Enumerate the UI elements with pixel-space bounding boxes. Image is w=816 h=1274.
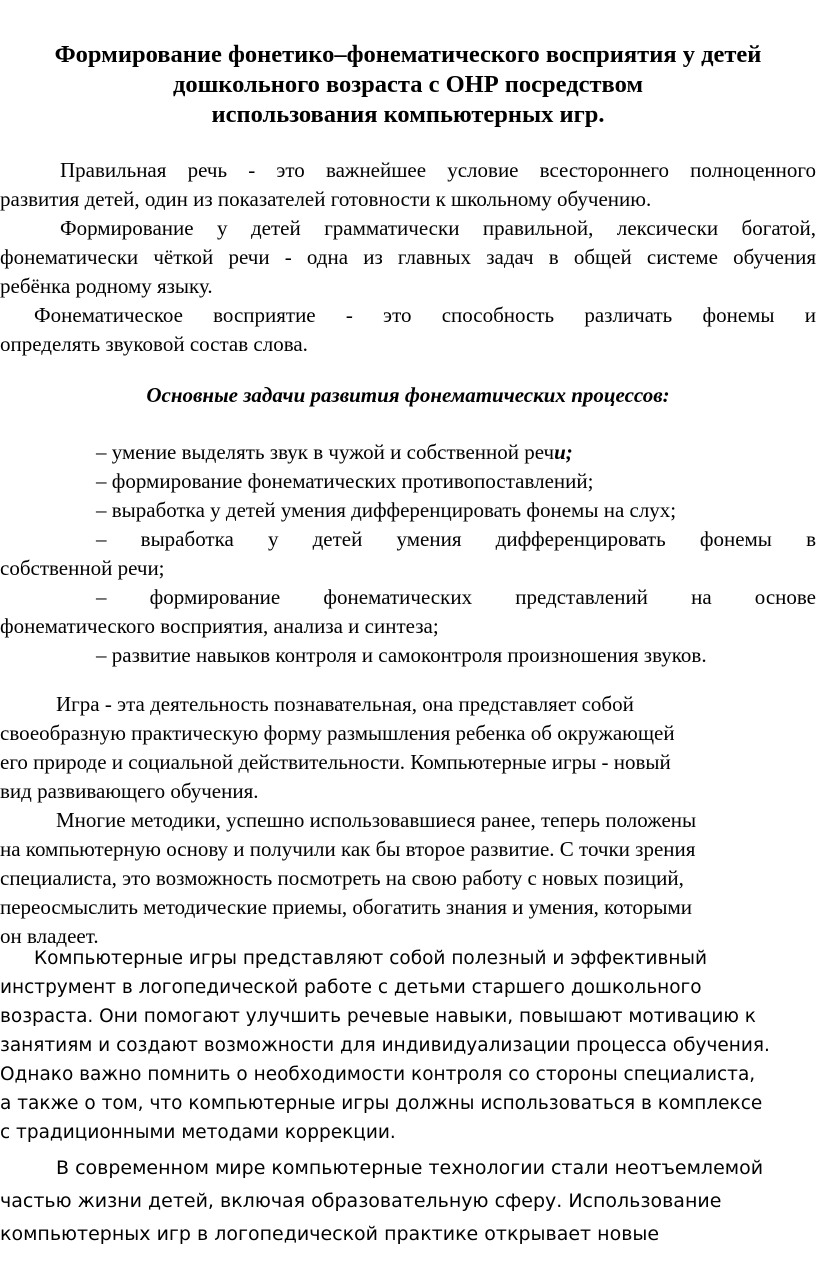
computer-p2-line3: компьютерных игр в логопедической практике открывает новые: [0, 1223, 660, 1245]
games-p2-line1: Многие методики, успешно использовавшиеся ранее, теперь положены: [56, 808, 697, 832]
games-p1-line3: его природе и социальной действительности. Компьютерные игры - новый: [0, 750, 671, 774]
intro-p1-line1: Правильная речь - это важнейшее условие всестороннего полноценного: [60, 158, 816, 182]
task-item-6: – развитие навыков контроля и самоконтроля произношения звуков.: [96, 643, 707, 667]
games-p1-line2: своеобразную практическую форму размышления ребенка об окружающей: [0, 721, 675, 745]
computer-p1-line2: инструмент в логопедической работе с детьми старшего дошкольного: [0, 977, 702, 998]
games-p1-line1: Игра - эта деятельность познавательная, она представляет собой: [56, 692, 634, 716]
computer-p2-line1: В современном мире компьютерные технологии стали неотъемлемой: [56, 1157, 764, 1179]
computer-p2-line2: частью жизни детей, включая образовательную сферу. Использование: [0, 1190, 722, 1212]
games-section: [0, 690, 816, 951]
title-line-2: дошкольного возраста с ОНР посредством: [172, 71, 644, 98]
intro-p2-line1: Формирование у детей грамматически правильной, лексически богатой,: [60, 216, 816, 240]
games-p2-line2: на компьютерную основу и получили как бы второе развитие. С точки зрения: [0, 837, 696, 861]
task-item-5-line1: – формирование фонематических представлений на основе: [96, 585, 816, 609]
intro-p2-line2: фонематически чёткой речи - одна из главных задач в общей системе обучения: [0, 245, 816, 269]
computer-section: [0, 944, 816, 1147]
games-p2-line3: специалиста, это возможность посмотреть на свою работу с новых позиций,: [0, 866, 684, 890]
computer-p1-line1: Компьютерные игры представляют собой полезный и эффективный: [34, 948, 708, 969]
computer-p1-line7: с традиционными методами коррекции.: [0, 1122, 396, 1143]
title-line-3: использования компьютерных игр.: [211, 101, 605, 128]
intro-p2-line3: ребёнка родному языку.: [0, 274, 213, 298]
tasks-list: [0, 438, 816, 670]
intro-p3-line2: определять звуковой состав слова.: [0, 332, 308, 356]
title-line-1: Формирование фонетико–фонематического восприятия у детей: [54, 41, 762, 68]
task-item-3: – выработка у детей умения дифференцировать фонемы на слух;: [96, 498, 677, 522]
games-p2-line4: переосмыслить методические приемы, обогатить знания и умения, которыми: [0, 895, 693, 919]
task-item-4-line2: собственной речи;: [0, 556, 165, 580]
task-item-1-text: – умение выделять звук в чужой и собственной реч: [96, 440, 555, 464]
computer-p1-line3: возраста. Они помогают улучшить речевые навыки, повышают мотивацию к: [0, 1006, 756, 1027]
intro-p3-line1: Фонематическое восприятие - это способность различать фонемы и: [34, 303, 816, 327]
games-p1-line4: вид развивающего обучения.: [0, 779, 259, 803]
computer-p1-line6: а также о том, что компьютерные игры должны использоваться в комплексе: [0, 1093, 763, 1114]
games-p2-line5: он владеет.: [0, 924, 99, 948]
task-item-2: – формирование фонематических противопоставлений;: [96, 469, 594, 493]
task-item-1: [0, 438, 816, 467]
computer-section-2: [0, 1152, 816, 1251]
intro-p1-line2: развития детей, один из показателей готовности к школьному обучению.: [0, 187, 652, 211]
task-item-1-end: и;: [554, 440, 573, 464]
task-item-5-line2: фонематического восприятия, анализа и синтеза;: [0, 614, 439, 638]
intro-section: [0, 156, 816, 359]
computer-p1-line5: Однако важно помнить о необходимости контроля со стороны специалиста,: [0, 1064, 756, 1085]
task-item-4-line1: – выработка у детей умения дифференцировать фонемы в: [96, 527, 816, 551]
document-title: [0, 40, 816, 130]
computer-p1-line4: занятиям и создают возможности для индивидуализации процесса обучения.: [0, 1035, 770, 1056]
tasks-heading: Основные задачи развития фонематических процессов:: [146, 383, 670, 407]
